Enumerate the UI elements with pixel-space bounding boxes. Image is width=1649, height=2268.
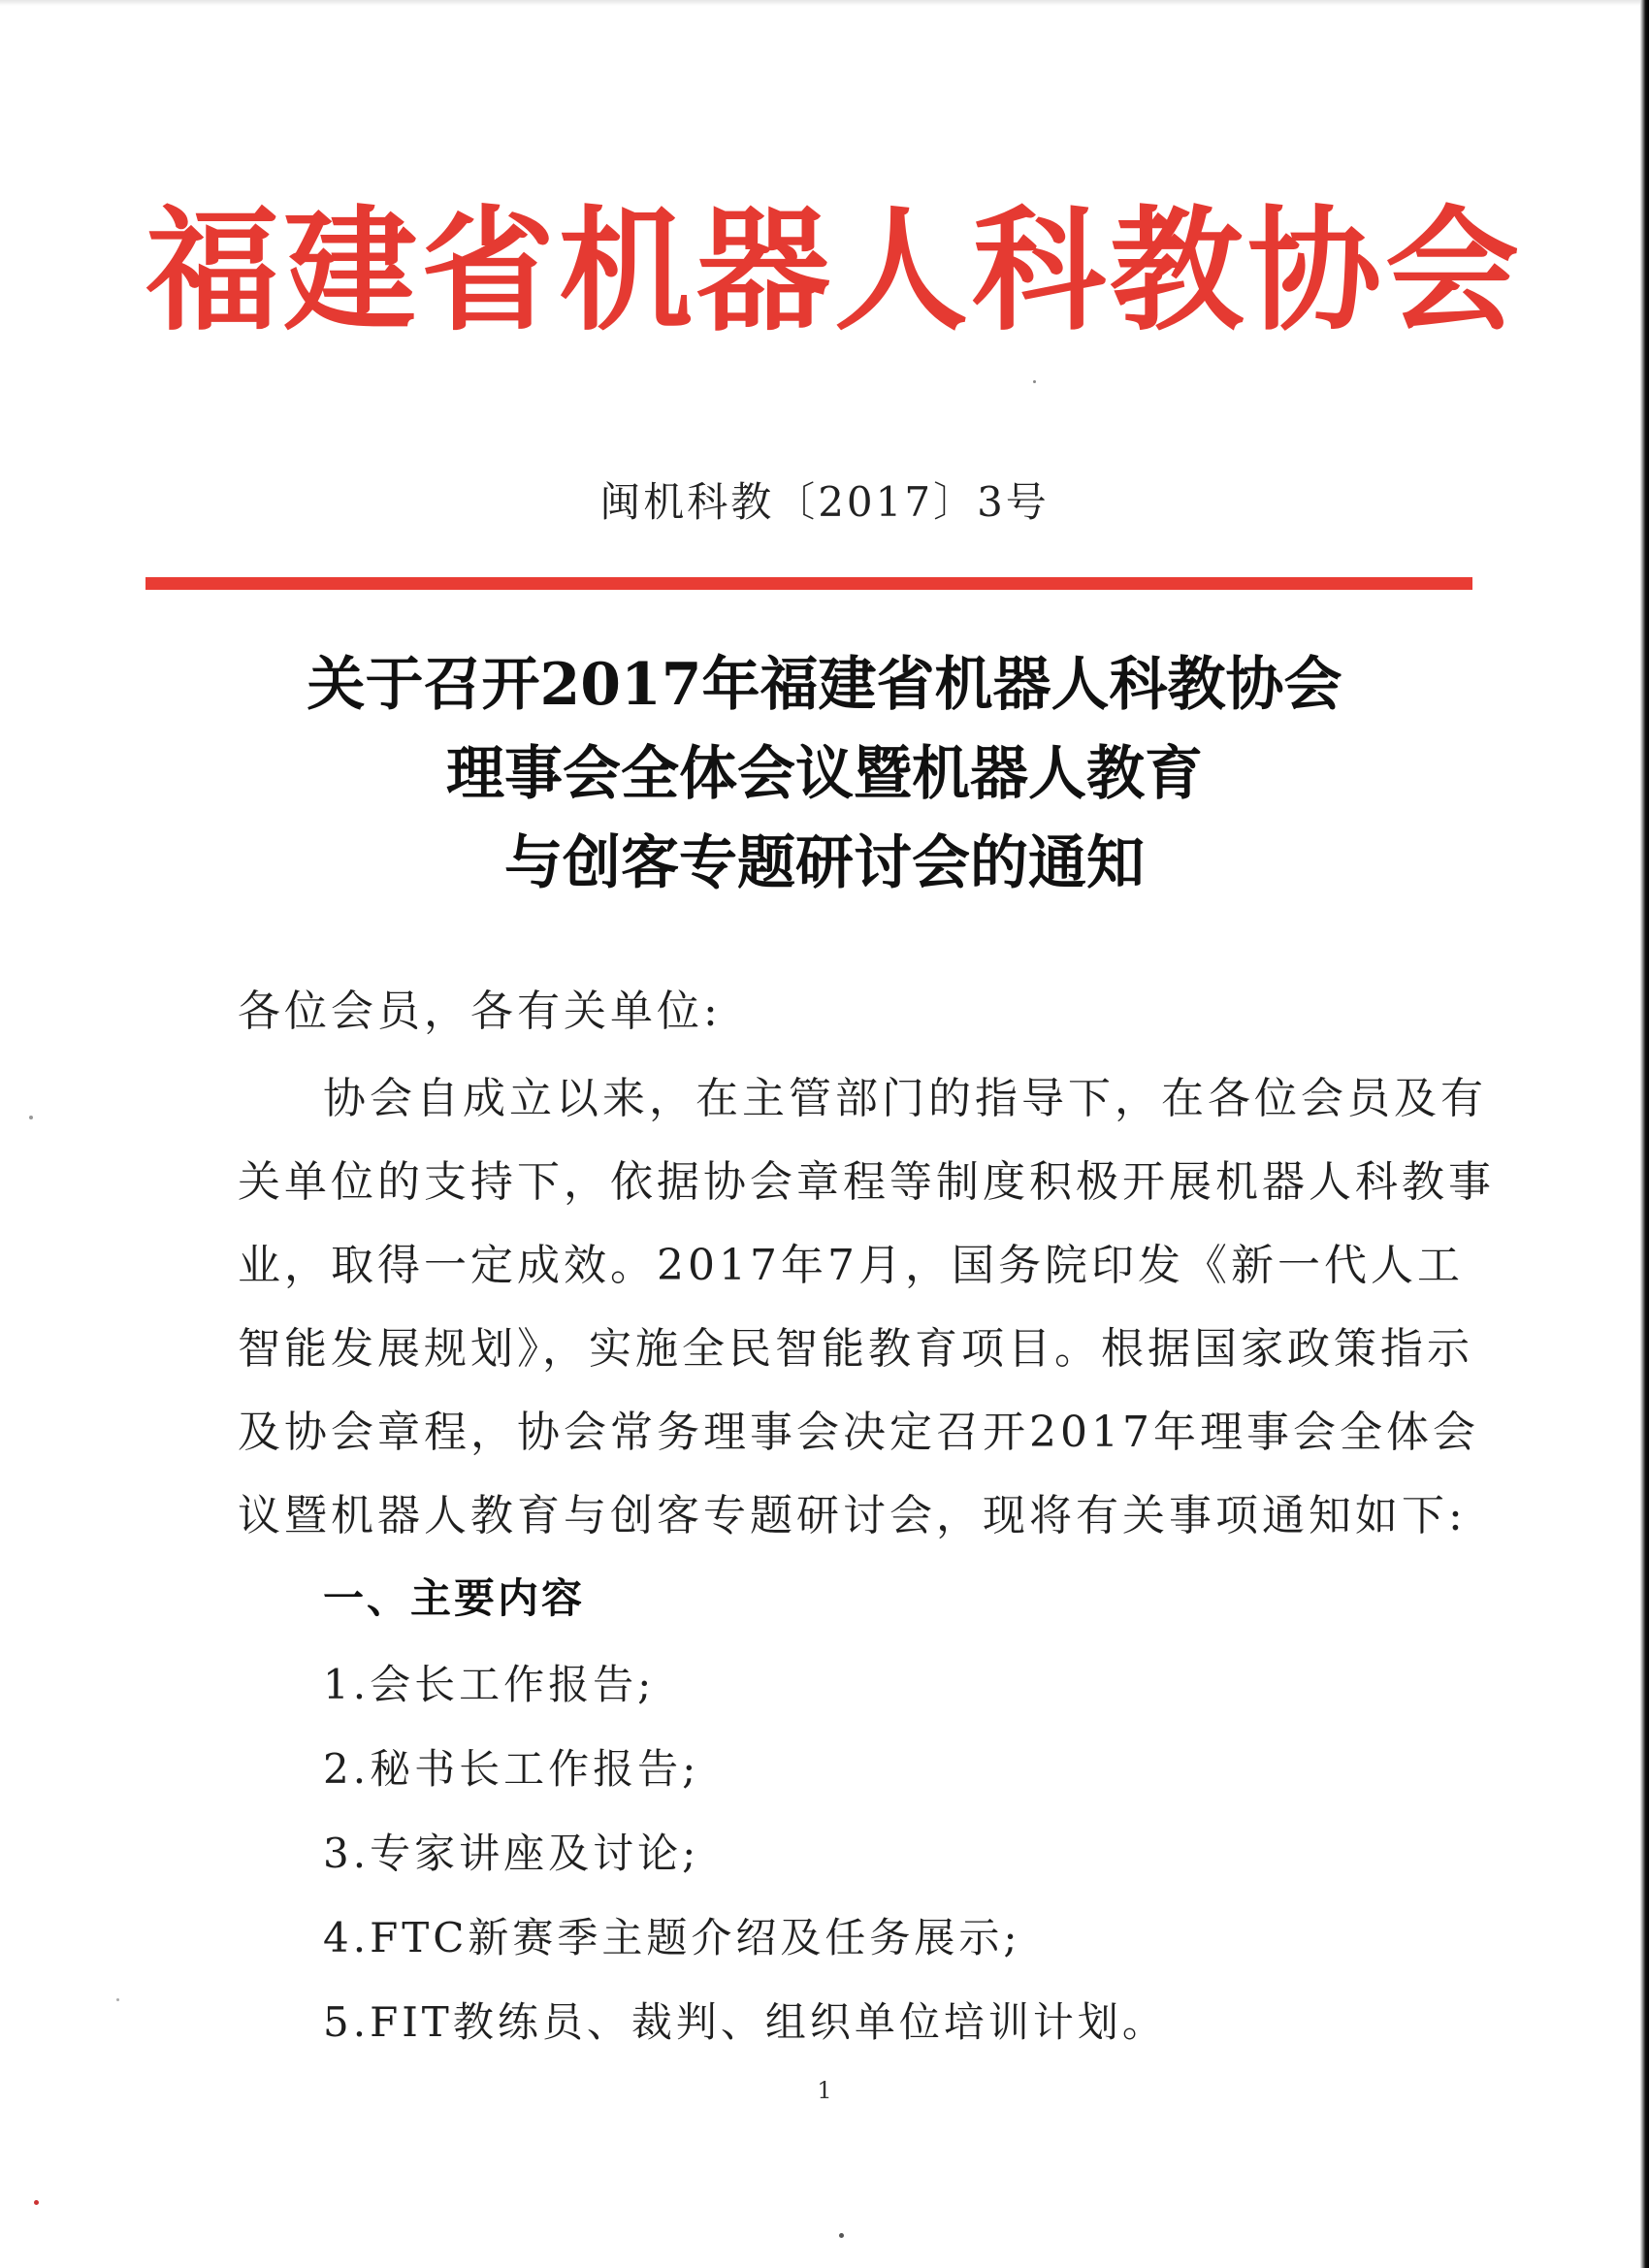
body-paragraph: [238, 1057, 1495, 1558]
scan-speck: [116, 1998, 119, 2001]
list-item: 1.会长工作报告;: [323, 1661, 656, 1708]
title-line: 理事会全体会议暨机器人教育: [446, 740, 1203, 808]
title-line: 与创客专题研讨会的通知: [504, 829, 1145, 897]
paragraph-line: 及协会章程，协会常务理事会决定召开2017年理事会全体会: [238, 1408, 1479, 1457]
paragraph-line: 关单位的支持下，依据协会章程等制度积极开展机器人科教事: [238, 1157, 1495, 1207]
paragraph-line: 议暨机器人教育与创客专题研讨会，现将有关事项通知如下:: [238, 1491, 1467, 1540]
paragraph-line: 业，取得一定成效。2017年7月，国务院印发《新一代人工: [238, 1241, 1464, 1290]
scan-speck: [839, 2233, 844, 2238]
notice-title: [0, 640, 1649, 908]
scan-speck: [34, 2200, 39, 2205]
title-line: 关于召开2017年福建省机器人科教协会: [307, 651, 1342, 719]
scan-edge-top: [0, 0, 1649, 6]
list-item: 3.专家讲座及讨论;: [323, 1830, 700, 1877]
salutation: 各位会员，各有关单位:: [238, 987, 722, 1036]
list-item: 4.FTC新赛季主题介绍及任务展示;: [323, 1914, 1021, 1961]
section-heading: 一、主要内容: [323, 1574, 586, 1622]
scan-edge-right: [1640, 0, 1649, 2268]
paragraph-line: 协会自成立以来，在主管部门的指导下，在各位会员及有: [323, 1074, 1487, 1123]
page-number: 1: [817, 2077, 832, 2104]
organization-name: 福建省机器人科教协会: [146, 193, 1524, 349]
red-divider-line: [146, 577, 1472, 590]
document-number: 闽机科教〔2017〕3号: [599, 478, 1050, 526]
list-item: 2.秘书长工作报告;: [323, 1745, 700, 1793]
paragraph-line: 智能发展规划》，实施全民智能教育项目。根据国家政策指示: [238, 1324, 1473, 1374]
scan-speck: [29, 1116, 33, 1119]
content-list: [323, 1642, 1167, 2064]
scan-speck: [1033, 380, 1036, 383]
list-item: 5.FIT教练员、裁判、组织单位培训计划。: [323, 1998, 1167, 2046]
